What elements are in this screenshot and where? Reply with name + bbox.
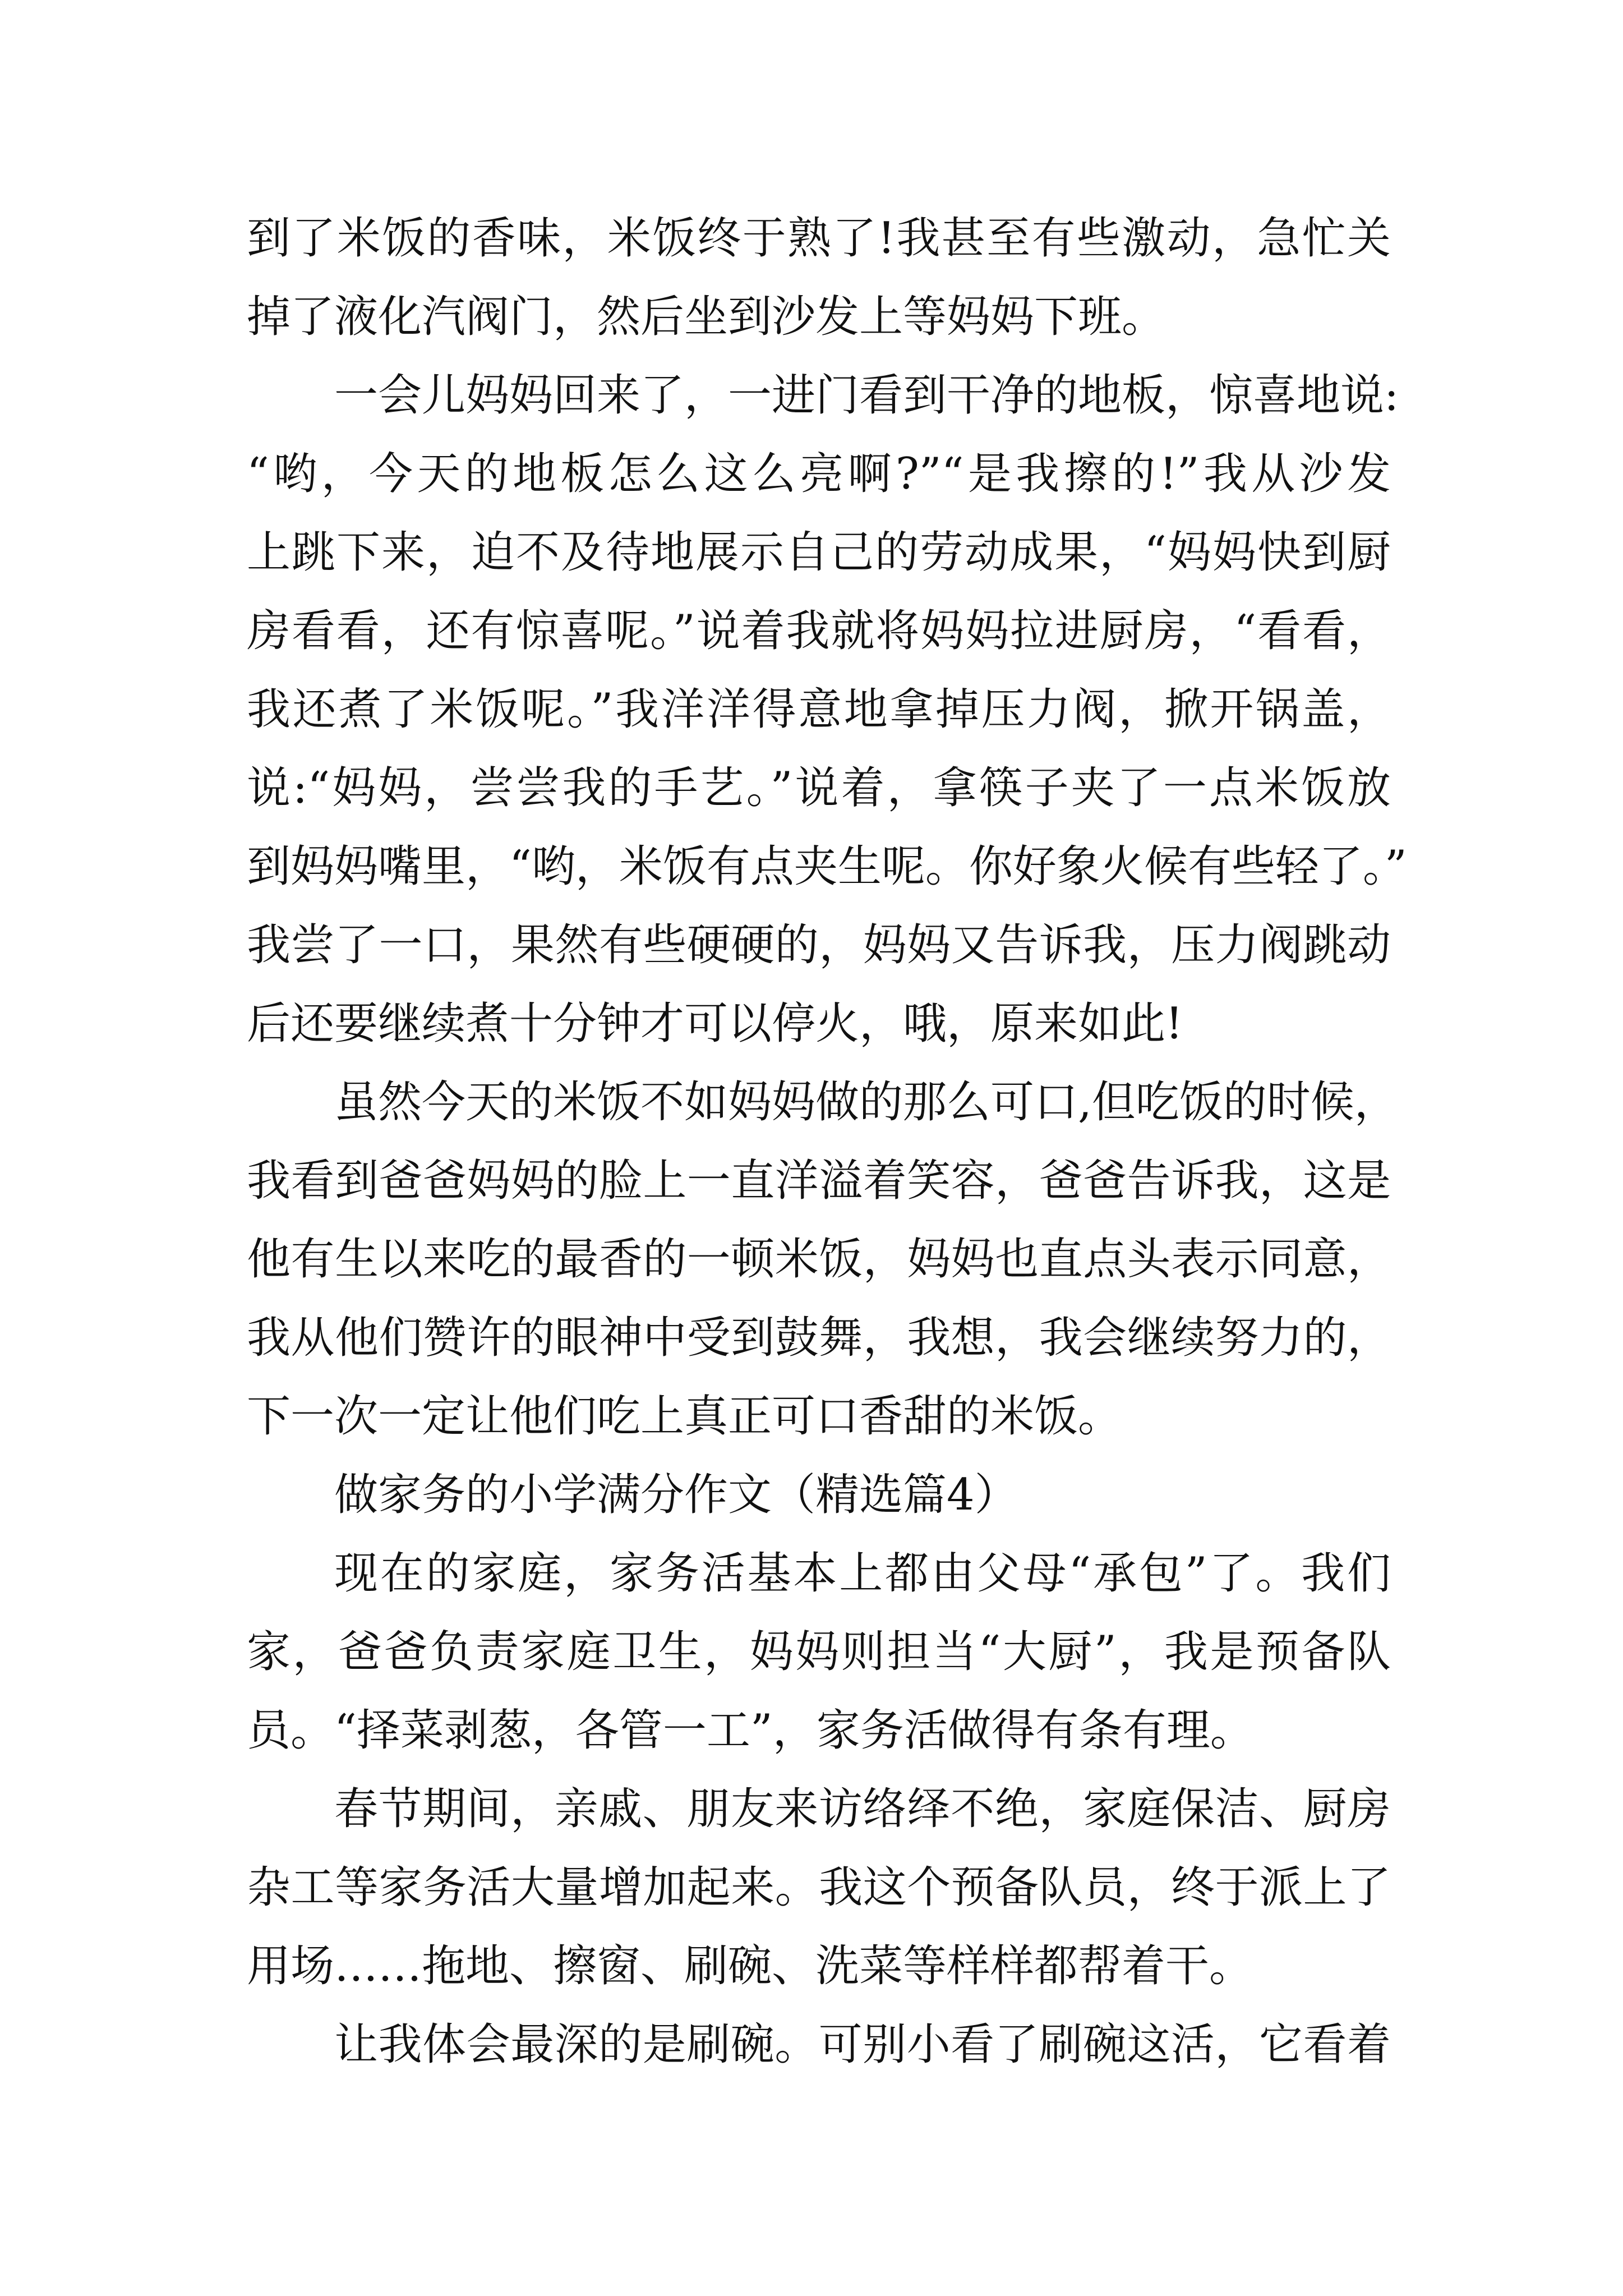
text-line: 家，爸爸负责家庭卫生，妈妈则担当“大厨”，我是预备队 [247,1627,1391,1677]
text-line: 虽然今天的米饭不如妈妈做的那么可口,但吃饭的时候， [334,1077,1398,1128]
text-line: 春节期间，亲戚、朋友来访络绎不绝，家庭保洁、厨房 [334,1784,1391,1834]
text-line: 到妈妈嘴里，“哟，米饭有点夹生呢。你好象火候有些轻了。” [247,841,1407,892]
text-line: 后还要继续煮十分钟才可以停火，哦，原来如此! [247,999,1183,1049]
essay-body [247,199,1407,2084]
section-heading: 做家务的小学满分作文（精选篇4） [334,1470,1018,1520]
text-line: 他有生以来吃的最香的一顿米饭，妈妈也直点头表示同意， [247,1234,1391,1285]
text-line: 现在的家庭，家务活基本上都由父母“承包”了。我们 [334,1548,1391,1599]
text-line: 让我体会最深的是刷碗。可别小看了刷碗这活，它看着 [334,2019,1391,2070]
text-line: 我还煮了米饭呢。”我洋洋得意地拿掉压力阀，掀开锅盖， [247,684,1391,735]
text-line: 到了米饭的香味，米饭终于熟了!我甚至有些激动，急忙关 [247,213,1391,264]
text-line: “哟，今天的地板怎么这么亮啊?”“是我擦的!”我从沙发 [247,449,1391,499]
text-line: 下一次一定让他们吃上真正可口香甜的米饭。 [247,1391,1122,1442]
text-line: 用场……拖地、擦窗、刷碗、洗菜等样样都帮着干。 [247,1941,1253,1991]
text-line: 房看看，还有惊喜呢。”说着我就将妈妈拉进厨房，“看看， [247,606,1391,656]
text-line: 我尝了一口，果然有些硬硬的，妈妈又告诉我，压力阀跳动 [247,920,1391,970]
text-line: 我从他们赞许的眼神中受到鼓舞，我想，我会继续努力的， [247,1313,1391,1363]
text-line: 一会儿妈妈回来了，一进门看到干净的地板，惊喜地说: [334,370,1399,421]
text-line: 员。“择菜剥葱，各管一工”，家务活做得有条有理。 [247,1705,1254,1756]
text-line: 我看到爸爸妈妈的脸上一直洋溢着笑容，爸爸告诉我，这是 [247,1156,1391,1206]
text-line: 上跳下来，迫不及待地展示自己的劳动成果，“妈妈快到厨 [247,527,1391,578]
text-line: 掉了液化汽阀门，然后坐到沙发上等妈妈下班。 [247,292,1166,342]
text-line: 说:“妈妈，尝尝我的手艺。”说着，拿筷子夹了一点米饭放 [247,763,1391,813]
text-line: 杂工等家务活大量增加起来。我这个预备队员，终于派上了 [247,1862,1391,1913]
